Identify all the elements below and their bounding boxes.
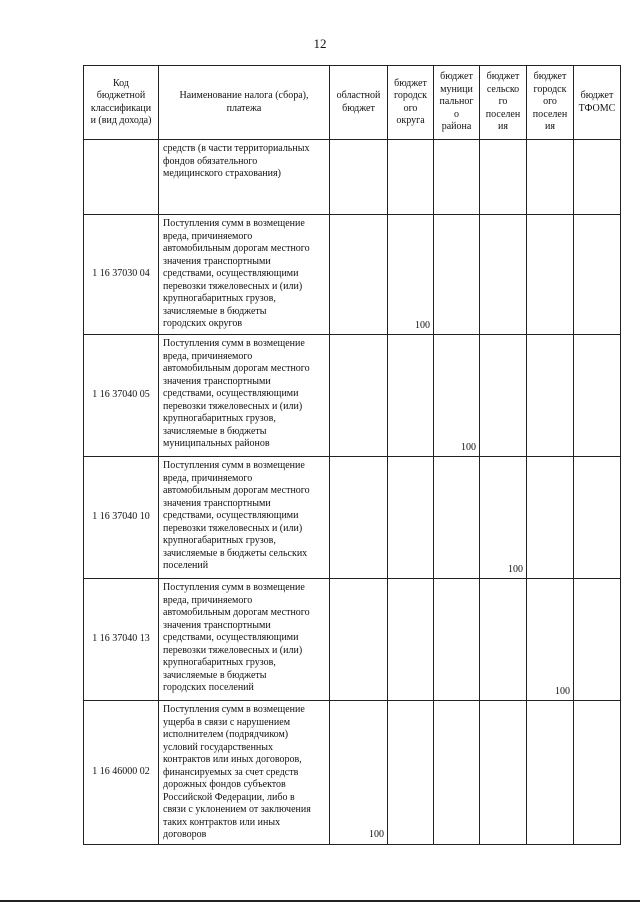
- value-cell-regional: 100: [330, 701, 388, 845]
- text-line: Поступления сумм в возмещение: [163, 460, 305, 471]
- text-line: автомобильным дорогам местного: [163, 363, 310, 374]
- text-line: о: [454, 108, 459, 120]
- text-line: автомобильным дорогам местного: [163, 607, 310, 618]
- text-line: пальног: [439, 96, 474, 108]
- text-line: поселен: [532, 108, 568, 120]
- payment-name-cell: [159, 335, 330, 457]
- value-cell-municipal-area: [434, 140, 480, 215]
- text-line: вреда, причиняемого: [163, 472, 253, 484]
- text-line: поселен: [485, 108, 521, 120]
- payment-name-cell: [159, 579, 330, 701]
- value-cell-regional: [330, 140, 388, 215]
- text-line: бюджет: [342, 102, 375, 114]
- value-cell-regional: [330, 335, 388, 457]
- text-line: средствами, осуществляющими: [163, 268, 299, 279]
- value-cell-regional: [330, 457, 388, 579]
- value-cell-rural-settlement: 100: [480, 457, 527, 579]
- text-line: поселений: [163, 560, 209, 571]
- text-line: перевозки тяжеловесных и (или): [163, 522, 303, 534]
- text-line: муниципальных районов: [163, 438, 270, 449]
- text-line: городск: [394, 90, 427, 101]
- text-line: бюджет: [440, 71, 473, 83]
- text-line: района: [441, 121, 472, 133]
- text-line: зачисляемые в бюджеты сельских: [163, 547, 308, 559]
- text-line: Поступления сумм в возмещение: [163, 704, 305, 715]
- text-line: классификаци: [90, 102, 152, 114]
- value-cell-city-district: [388, 579, 434, 701]
- text-line: зачисляемые в бюджеты: [163, 305, 267, 317]
- value-cell-urban-settlement: [527, 140, 574, 215]
- value-cell-urban-settlement: [527, 701, 574, 845]
- text-line: Поступления сумм в возмещение: [163, 582, 305, 593]
- text-line: вреда, причиняемого: [163, 350, 253, 362]
- payment-name-cell: [159, 215, 330, 335]
- text-line: значения транспортными: [163, 619, 271, 631]
- value-cell-city-district: 100: [388, 215, 434, 335]
- text-line: вреда, причиняемого: [163, 594, 253, 606]
- header-municipal-area-budget: [434, 66, 480, 140]
- text-line: муници: [440, 83, 473, 95]
- value-cell-tfoms: [574, 215, 621, 335]
- text-line: бюджет: [486, 71, 520, 83]
- header-tfoms-budget: [574, 66, 621, 140]
- table-row: [84, 335, 621, 457]
- value-cell-rural-settlement: [480, 335, 527, 457]
- value-cell-rural-settlement: [480, 579, 527, 701]
- text-line: средствами, осуществляющими: [163, 632, 299, 643]
- table-header-row: [84, 66, 621, 140]
- text-line: средствами, осуществляющими: [163, 510, 299, 521]
- budget-allocation-table: [83, 65, 621, 845]
- text-line: договоров: [163, 829, 207, 840]
- table-row: [84, 579, 621, 701]
- text-line: городских поселений: [163, 682, 254, 693]
- header-regional-budget: [330, 66, 388, 140]
- text-line: округа: [396, 115, 425, 126]
- text-line: контрактов или иных договоров,: [163, 754, 302, 765]
- budget-code-cell: 1 16 37040 13: [84, 579, 159, 701]
- text-line: ия: [498, 121, 508, 133]
- text-line: Код: [113, 77, 129, 89]
- text-line: бюджет: [533, 71, 567, 83]
- value-cell-city-district: [388, 335, 434, 457]
- header-city-district-budget: [388, 66, 434, 140]
- text-line: фондов обязательного: [163, 155, 258, 167]
- budget-code-cell: [84, 140, 159, 215]
- text-line: условий государственных: [163, 741, 273, 753]
- value-cell-urban-settlement: 100: [527, 579, 574, 701]
- value-cell-municipal-area: 100: [434, 335, 480, 457]
- text-line: значения транспортными: [163, 497, 271, 509]
- budget-code-cell: 1 16 37040 10: [84, 457, 159, 579]
- bottom-edge-line: [0, 900, 640, 902]
- text-line: ущерба в связи с нарушением: [163, 716, 291, 728]
- text-line: медицинского страхования): [163, 168, 281, 179]
- text-line: Российской Федерации, либо в: [163, 791, 295, 803]
- table-row: [84, 701, 621, 845]
- value-cell-tfoms: [574, 579, 621, 701]
- text-line: городск: [533, 83, 567, 95]
- text-line: таких контрактов или иных: [163, 816, 281, 828]
- text-line: зачисляемые в бюджеты: [163, 669, 267, 681]
- text-line: городских округов: [163, 318, 243, 329]
- text-line: перевозки тяжеловесных и (или): [163, 400, 303, 412]
- text-line: Наименование налога (сбора),: [179, 90, 309, 101]
- value-cell-tfoms: [574, 140, 621, 215]
- value-cell-regional: [330, 579, 388, 701]
- value-cell-rural-settlement: [480, 701, 527, 845]
- text-line: исполнителем (подрядчиком): [163, 729, 289, 740]
- text-line: ого: [543, 96, 557, 108]
- value-cell-tfoms: [574, 457, 621, 579]
- budget-code-cell: 1 16 46000 02: [84, 701, 159, 845]
- header-name: [159, 66, 330, 140]
- payment-name-cell: [159, 701, 330, 845]
- text-line: средств (в части территориальных: [163, 143, 310, 154]
- text-line: и (вид дохода): [90, 115, 152, 126]
- text-line: бюджет: [394, 77, 427, 89]
- value-cell-city-district: [388, 140, 434, 215]
- page-number: 12: [313, 36, 327, 51]
- text-line: дорожных фондов субъектов: [163, 779, 286, 790]
- text-line: значения транспортными: [163, 375, 271, 387]
- table-row: [84, 140, 621, 215]
- table-row: [84, 215, 621, 335]
- value-cell-rural-settlement: [480, 215, 527, 335]
- value-cell-tfoms: [574, 335, 621, 457]
- text-line: финансируемых за счет средств: [163, 766, 299, 778]
- text-line: перевозки тяжеловесных и (или): [163, 280, 303, 292]
- value-cell-city-district: [388, 457, 434, 579]
- text-line: бюджет: [580, 90, 614, 101]
- value-cell-urban-settlement: [527, 215, 574, 335]
- text-line: перевозки тяжеловесных и (или): [163, 644, 303, 656]
- text-line: крупногабаритных грузов,: [163, 657, 276, 668]
- text-line: крупногабаритных грузов,: [163, 293, 276, 304]
- text-line: автомобильным дорогам местного: [163, 243, 310, 254]
- table-row: [84, 457, 621, 579]
- text-line: сельско: [486, 83, 520, 95]
- value-cell-regional: [330, 215, 388, 335]
- text-line: связи с уклонением от заключения: [163, 804, 311, 815]
- text-line: бюджетной: [96, 90, 146, 101]
- value-cell-rural-settlement: [480, 140, 527, 215]
- text-line: средствами, осуществляющими: [163, 388, 299, 399]
- value-cell-municipal-area: [434, 579, 480, 701]
- header-code: [84, 66, 159, 140]
- text-line: зачисляемые в бюджеты: [163, 425, 267, 437]
- text-line: го: [498, 96, 508, 108]
- payment-name-cell: [159, 457, 330, 579]
- header-urban-settlement-budget: [527, 66, 574, 140]
- text-line: крупногабаритных грузов,: [163, 535, 276, 546]
- text-line: крупногабаритных грузов,: [163, 413, 276, 424]
- budget-code-cell: 1 16 37030 04: [84, 215, 159, 335]
- text-line: автомобильным дорогам местного: [163, 485, 310, 496]
- value-cell-urban-settlement: [527, 457, 574, 579]
- text-line: Поступления сумм в возмещение: [163, 218, 305, 229]
- text-line: платежа: [226, 102, 262, 114]
- text-line: вреда, причиняемого: [163, 230, 253, 242]
- value-cell-municipal-area: [434, 457, 480, 579]
- payment-name-cell: [159, 140, 330, 215]
- value-cell-municipal-area: [434, 701, 480, 845]
- value-cell-urban-settlement: [527, 335, 574, 457]
- text-line: Поступления сумм в возмещение: [163, 338, 305, 349]
- text-line: ия: [545, 121, 555, 133]
- text-line: ТФОМС: [578, 102, 616, 114]
- value-cell-tfoms: [574, 701, 621, 845]
- value-cell-municipal-area: [434, 215, 480, 335]
- header-rural-settlement-budget: [480, 66, 527, 140]
- value-cell-city-district: [388, 701, 434, 845]
- text-line: областной: [336, 90, 381, 101]
- text-line: ого: [403, 102, 418, 114]
- text-line: значения транспортными: [163, 255, 271, 267]
- budget-code-cell: 1 16 37040 05: [84, 335, 159, 457]
